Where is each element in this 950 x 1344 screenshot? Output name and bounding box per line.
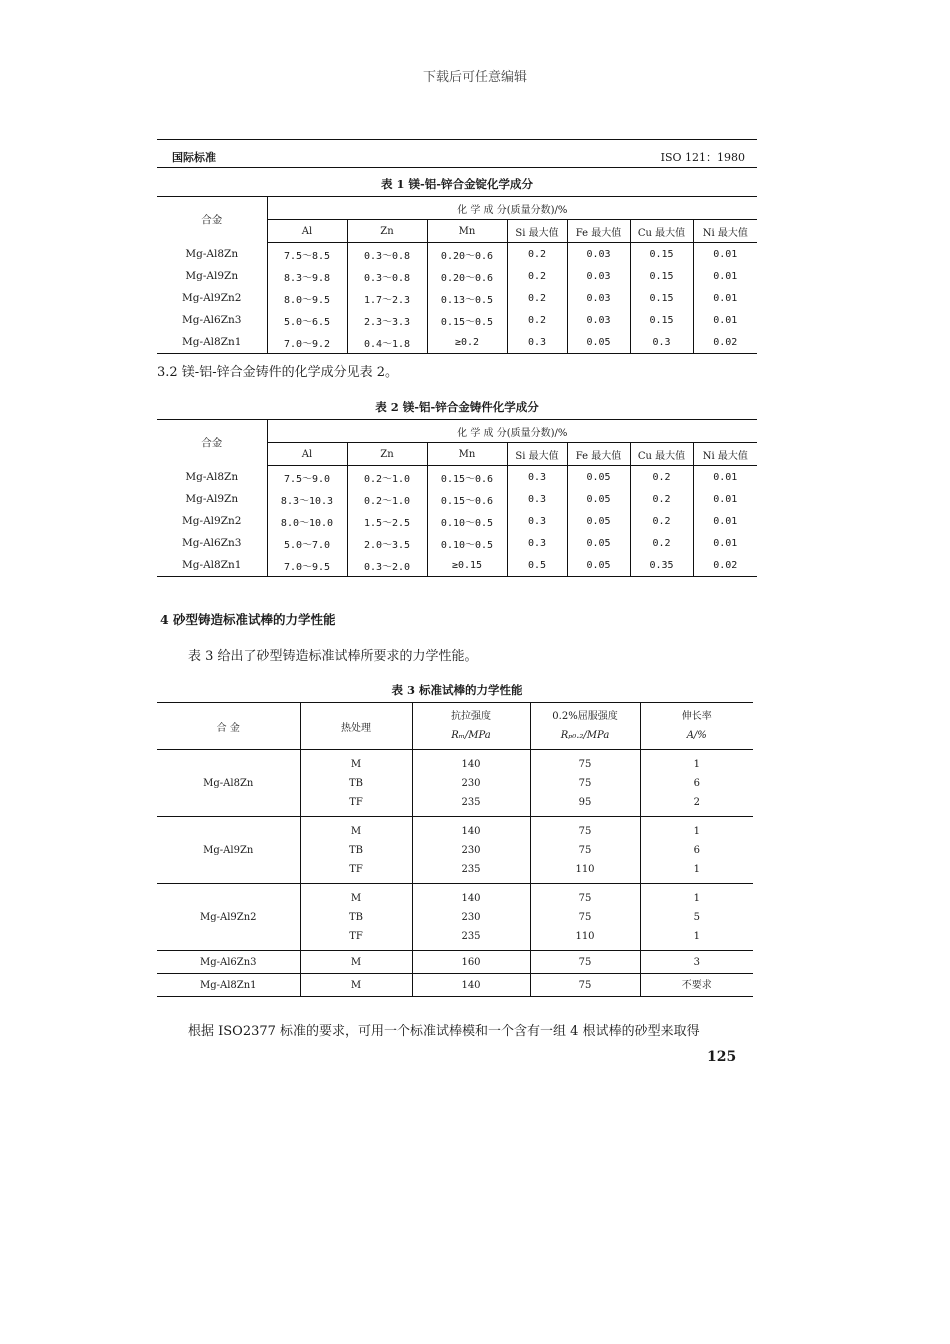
value-cell: 5.0～7.0 xyxy=(267,532,347,554)
value-cell: 0.2 xyxy=(630,466,693,489)
table2-col-al: Al xyxy=(267,443,347,466)
table3-row xyxy=(157,974,753,997)
value-cell: 0.20～0.6 xyxy=(427,243,507,266)
elong-value: 1 xyxy=(693,825,700,837)
table2-col-fe: Fe 最大值 xyxy=(567,443,630,466)
alloy-cell: Mg-Al9Zn2 xyxy=(157,884,300,951)
value-cell: 0.2 xyxy=(507,265,567,287)
table2-col-si: Si 最大值 xyxy=(507,443,567,466)
value-cell: 0.3～2.0 xyxy=(347,554,427,577)
table2-row xyxy=(157,532,757,554)
value-cell: 0.20～0.6 xyxy=(427,265,507,287)
watermark-text: 下载后可任意编辑 xyxy=(422,70,527,85)
tensile-value: 140 xyxy=(461,979,481,991)
value-cell: ≥0.15 xyxy=(427,554,507,577)
yield-value: 95 xyxy=(578,796,592,808)
value-cell: 0.2 xyxy=(507,287,567,309)
section4-title: 4 砂型铸造标准试棒的力学性能 xyxy=(160,612,336,627)
table2-col-cu: Cu 最大值 xyxy=(630,443,693,466)
heat-value: M xyxy=(350,825,362,837)
elong-cell xyxy=(640,750,753,817)
value-cell: 0.01 xyxy=(693,466,757,489)
elong-value: 1 xyxy=(693,758,700,770)
table3-row xyxy=(157,750,753,817)
section4-intro: 表 3 给出了砂型铸造标准试棒所要求的力学性能。 xyxy=(188,649,478,664)
table1-col-al: Al xyxy=(267,220,347,243)
value-cell: 0.01 xyxy=(693,265,757,287)
yield-cell xyxy=(530,974,640,997)
table1-col-zn: Zn xyxy=(347,220,427,243)
value-cell: 7.0～9.5 xyxy=(267,554,347,577)
table1-col-fe: Fe 最大值 xyxy=(567,220,630,243)
value-cell: 0.15～0.5 xyxy=(427,309,507,331)
table3-header-row xyxy=(157,703,753,750)
yield-cell xyxy=(530,817,640,884)
value-cell: 7.5～9.0 xyxy=(267,466,347,489)
value-cell: 0.2～1.0 xyxy=(347,466,427,489)
value-cell: 8.0～9.5 xyxy=(267,287,347,309)
table1-col-ni: Ni 最大值 xyxy=(693,220,757,243)
yield-cell xyxy=(530,750,640,817)
yield-value: 110 xyxy=(575,930,595,942)
alloy-cell: Mg-Al9Zn2 xyxy=(182,292,242,304)
heat-value: TB xyxy=(348,777,364,789)
elong-value: 6 xyxy=(693,777,700,789)
value-cell: 0.3 xyxy=(507,466,567,489)
table2 xyxy=(157,419,757,577)
table2-row xyxy=(157,510,757,532)
table1-col-cu: Cu 最大值 xyxy=(630,220,693,243)
value-cell: 0.3 xyxy=(507,488,567,510)
yield-cell xyxy=(530,884,640,951)
value-cell: 0.03 xyxy=(567,309,630,331)
elong-cell xyxy=(640,884,753,951)
elong-value: 6 xyxy=(693,844,700,856)
value-cell: 0.10～0.5 xyxy=(427,510,507,532)
value-cell: 0.05 xyxy=(567,554,630,577)
value-cell: 0.2 xyxy=(630,532,693,554)
table3-elongation-header xyxy=(640,703,753,750)
value-cell: 0.05 xyxy=(567,331,630,354)
elong-cell xyxy=(640,974,753,997)
tensile-cell xyxy=(412,884,530,951)
heat-cell xyxy=(300,750,412,817)
alloy-cell: Mg-Al9Zn xyxy=(157,817,300,884)
value-cell: 8.0～10.0 xyxy=(267,510,347,532)
value-cell: 0.3～0.8 xyxy=(347,265,427,287)
table1-row xyxy=(157,287,757,309)
table3-elongation-unit: A/% xyxy=(686,730,707,741)
tensile-value: 140 xyxy=(461,825,481,837)
value-cell: 1.5～2.5 xyxy=(347,510,427,532)
elong-value: 不要求 xyxy=(681,979,712,991)
header-rule xyxy=(157,139,757,140)
para-3-2: 3.2 镁-铝-锌合金铸件的化学成分见表 2。 xyxy=(157,365,398,380)
alloy-cell: Mg-Al8Zn xyxy=(185,247,239,260)
alloy-cell: Mg-Al9Zn xyxy=(185,493,239,505)
value-cell: 0.01 xyxy=(693,510,757,532)
value-cell: 0.02 xyxy=(693,331,757,354)
value-cell: 0.05 xyxy=(567,510,630,532)
elong-cell xyxy=(640,951,753,974)
heat-cell xyxy=(300,884,412,951)
alloy-cell: Mg-Al8Zn1 xyxy=(182,559,242,571)
yield-value: 75 xyxy=(578,911,592,923)
tensile-value: 235 xyxy=(461,796,481,808)
value-cell: 0.15 xyxy=(630,243,693,266)
elong-value: 1 xyxy=(693,930,700,942)
heat-cell xyxy=(300,951,412,974)
table3-row xyxy=(157,817,753,884)
alloy-cell: Mg-Al9Zn2 xyxy=(182,515,242,527)
elong-cell xyxy=(640,817,753,884)
closing-paragraph: 根据 ISO2377 标准的要求，可用一个标准试棒模和一个含有一组 4 根试棒的砂型来取得 xyxy=(188,1024,700,1039)
table1-col-si: Si 最大值 xyxy=(507,220,567,243)
value-cell: 0.03 xyxy=(567,243,630,266)
heat-value: TF xyxy=(349,930,363,942)
table1 xyxy=(157,196,757,354)
heat-value: M xyxy=(350,758,362,770)
alloy-cell: Mg-Al6Zn3 xyxy=(157,951,300,974)
elong-value: 5 xyxy=(693,911,700,923)
table2-header-row-1 xyxy=(157,420,757,443)
table2-caption: 表 2 镁-铝-锌合金铸件化学成分 xyxy=(375,400,539,414)
value-cell: 0.15～0.6 xyxy=(427,488,507,510)
tensile-cell xyxy=(412,951,530,974)
value-cell: 0.01 xyxy=(693,532,757,554)
tensile-value: 230 xyxy=(461,777,481,789)
alloy-cell: Mg-Al6Zn3 xyxy=(182,537,242,549)
table3-tensile-unit: Rₘ/MPa xyxy=(451,730,491,741)
value-cell: 0.5 xyxy=(507,554,567,577)
table3-tensile-label: 抗拉强度 xyxy=(451,711,491,722)
value-cell: 0.4～1.8 xyxy=(347,331,427,354)
table3-caption: 表 3 标准试棒的力学性能 xyxy=(391,683,523,697)
value-cell: 0.15 xyxy=(630,309,693,331)
value-cell: 0.35 xyxy=(630,554,693,577)
yield-value: 75 xyxy=(578,758,592,770)
tensile-value: 235 xyxy=(461,863,481,875)
table3-heat-header: 热处理 xyxy=(300,703,412,750)
tensile-value: 230 xyxy=(461,844,481,856)
value-cell: 0.03 xyxy=(567,287,630,309)
heat-value: TF xyxy=(349,796,363,808)
heat-cell xyxy=(300,817,412,884)
table1-row xyxy=(157,331,757,354)
table2-col-zn: Zn xyxy=(347,443,427,466)
value-cell: 1.7～2.3 xyxy=(347,287,427,309)
heat-value: TB xyxy=(348,844,364,856)
heat-value: M xyxy=(350,956,362,968)
elong-value: 3 xyxy=(693,956,700,968)
table1-row xyxy=(157,265,757,287)
table1-alloy-header: 合金 xyxy=(201,214,223,227)
table1-header-row-1 xyxy=(157,197,757,220)
table2-composition-header: 化 学 成 分(质量分数)/% xyxy=(267,420,757,443)
table2-alloy-header: 合金 xyxy=(201,437,223,450)
table2-row xyxy=(157,466,757,489)
value-cell: 0.05 xyxy=(567,488,630,510)
alloy-cell: Mg-Al8Zn1 xyxy=(182,336,242,348)
yield-value: 75 xyxy=(578,825,592,837)
page-number: 125 xyxy=(707,1049,737,1065)
value-cell: 8.3～10.3 xyxy=(267,488,347,510)
tensile-cell xyxy=(412,817,530,884)
heat-value: TF xyxy=(349,863,363,875)
value-cell: 0.3～0.8 xyxy=(347,243,427,266)
value-cell: 0.05 xyxy=(567,466,630,489)
value-cell: 0.15～0.6 xyxy=(427,466,507,489)
heat-value: M xyxy=(350,892,362,904)
table1-col-mn: Mn xyxy=(427,220,507,243)
value-cell: 0.15 xyxy=(630,287,693,309)
value-cell: 0.2 xyxy=(507,309,567,331)
heat-value: M xyxy=(350,979,362,991)
table1-body xyxy=(157,243,757,354)
table3-yield-unit: Rₚ₀.₂/MPa xyxy=(560,730,610,741)
elong-value: 1 xyxy=(693,892,700,904)
value-cell: 0.03 xyxy=(567,265,630,287)
elong-value: 1 xyxy=(693,863,700,875)
table2-body xyxy=(157,466,757,577)
header-rule-lower xyxy=(157,167,757,168)
value-cell: 2.3～3.3 xyxy=(347,309,427,331)
table3-elongation-label: 伸长率 xyxy=(681,711,712,722)
value-cell: 8.3～9.8 xyxy=(267,265,347,287)
table1-caption: 表 1 镁-铝-锌合金锭化学成分 xyxy=(380,177,534,191)
yield-value: 75 xyxy=(578,956,592,968)
elong-value: 2 xyxy=(693,796,700,808)
value-cell: 0.2～1.0 xyxy=(347,488,427,510)
value-cell: 0.2 xyxy=(630,510,693,532)
yield-cell xyxy=(530,951,640,974)
value-cell: ≥0.2 xyxy=(427,331,507,354)
table1-row xyxy=(157,309,757,331)
yield-value: 75 xyxy=(578,777,592,789)
table3-yield-header xyxy=(530,703,640,750)
table1-row xyxy=(157,243,757,266)
table3-yield-label: 0.2%屈服强度 xyxy=(552,711,618,722)
value-cell: 0.15 xyxy=(630,265,693,287)
value-cell: 5.0～6.5 xyxy=(267,309,347,331)
value-cell: 0.2 xyxy=(630,488,693,510)
value-cell: 0.01 xyxy=(693,287,757,309)
value-cell: 0.01 xyxy=(693,488,757,510)
value-cell: 0.10～0.5 xyxy=(427,532,507,554)
value-cell: 0.3 xyxy=(507,532,567,554)
yield-value: 75 xyxy=(578,892,592,904)
value-cell: 0.13～0.5 xyxy=(427,287,507,309)
alloy-cell: Mg-Al9Zn xyxy=(185,270,239,282)
value-cell: 0.05 xyxy=(567,532,630,554)
value-cell: 7.0～9.2 xyxy=(267,331,347,354)
table2-row xyxy=(157,488,757,510)
tensile-value: 235 xyxy=(461,930,481,942)
header-standard-number: ISO 121：1980 xyxy=(660,151,745,164)
alloy-cell: Mg-Al8Zn xyxy=(157,750,300,817)
table2-col-ni: Ni 最大值 xyxy=(693,443,757,466)
table3-alloy-header: 合 金 xyxy=(157,703,300,750)
value-cell: 0.02 xyxy=(693,554,757,577)
tensile-value: 160 xyxy=(461,956,481,968)
table3 xyxy=(157,702,753,997)
value-cell: 0.3 xyxy=(630,331,693,354)
header-standard-label: 国际标准 xyxy=(172,151,216,164)
alloy-cell: Mg-Al8Zn xyxy=(185,470,239,483)
value-cell: 0.3 xyxy=(507,331,567,354)
yield-value: 75 xyxy=(578,844,592,856)
tensile-cell xyxy=(412,974,530,997)
tensile-value: 140 xyxy=(461,892,481,904)
tensile-value: 140 xyxy=(461,758,481,770)
table3-row xyxy=(157,951,753,974)
table2-row xyxy=(157,554,757,577)
value-cell: 2.0～3.5 xyxy=(347,532,427,554)
table2-col-mn: Mn xyxy=(427,443,507,466)
yield-value: 110 xyxy=(575,863,595,875)
value-cell: 0.01 xyxy=(693,243,757,266)
heat-value: TB xyxy=(348,911,364,923)
tensile-value: 230 xyxy=(461,911,481,923)
alloy-cell: Mg-Al8Zn1 xyxy=(199,979,257,991)
table3-row xyxy=(157,884,753,951)
value-cell: 7.5～8.5 xyxy=(267,243,347,266)
value-cell: 0.2 xyxy=(507,243,567,266)
heat-cell xyxy=(300,974,412,997)
tensile-cell xyxy=(412,750,530,817)
table1-composition-header: 化 学 成 分(质量分数)/% xyxy=(267,197,757,220)
alloy-cell: Mg-Al6Zn3 xyxy=(182,314,242,326)
table3-tensile-header xyxy=(412,703,530,750)
table3-body xyxy=(157,750,753,997)
value-cell: 0.3 xyxy=(507,510,567,532)
yield-value: 75 xyxy=(578,979,592,991)
value-cell: 0.01 xyxy=(693,309,757,331)
